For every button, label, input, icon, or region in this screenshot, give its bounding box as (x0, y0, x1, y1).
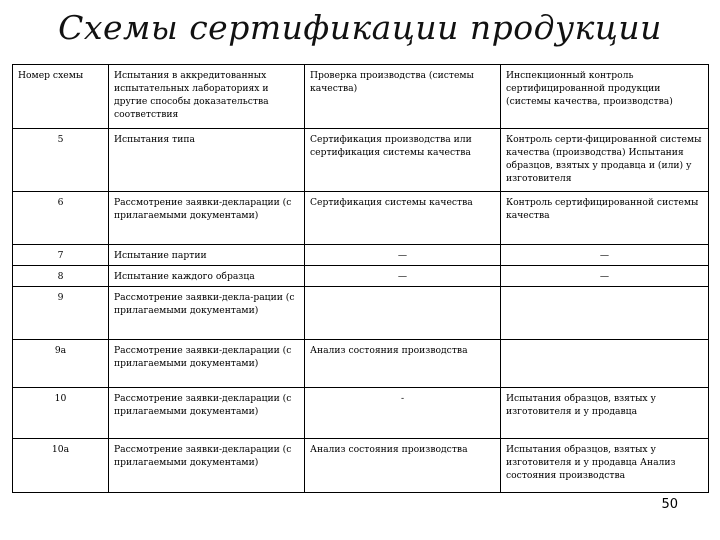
inspection-control-cell: — (501, 266, 709, 287)
testing-cell: Испытания типа (109, 129, 305, 192)
inspection-control-cell: Контроль серти-фицированной системы качества (производства) Испытания образцов, взятых у продавца и (или) у изготовителя (501, 129, 709, 192)
production-check-cell: — (305, 245, 501, 266)
scheme-number-cell: 8 (13, 266, 109, 287)
testing-cell: Испытание каждого образца (109, 266, 305, 287)
header-testing: Испытания в аккредитованных испытательных лабораториях и другие способы доказательства соответствия (109, 65, 305, 129)
header-scheme-number: Номер схемы (13, 65, 109, 129)
table-row (13, 129, 709, 192)
inspection-control-cell (501, 340, 709, 388)
testing-cell: Испытание партии (109, 245, 305, 266)
table-row (13, 340, 709, 388)
scheme-number-cell: 10а (13, 439, 109, 493)
production-check-cell (305, 287, 501, 340)
testing-cell: Рассмотрение заявки-декларации (с прилагаемыми документами) (109, 388, 305, 439)
inspection-control-cell: Испытания образцов, взятых у изготовителя и у продавца (501, 388, 709, 439)
scheme-number-cell: 6 (13, 192, 109, 245)
certification-schemes-table (12, 64, 709, 493)
header-inspection-control: Инспекционный контроль сертифицированной продукции (системы качества, производства) (501, 65, 709, 129)
inspection-control-cell: Испытания образцов, взятых у изготовителя и у продавца Анализ состояния производства (501, 439, 709, 493)
testing-cell: Рассмотрение заявки-декла-рации (с прилагаемыми документами) (109, 287, 305, 340)
testing-cell: Рассмотрение заявки-декларации (с прилагаемыми документами) (109, 192, 305, 245)
table-row (13, 245, 709, 266)
table-row (13, 388, 709, 439)
page-number: 50 (661, 497, 678, 512)
scheme-number-cell: 7 (13, 245, 109, 266)
production-check-cell: Анализ состояния производства (305, 340, 501, 388)
production-check-cell: — (305, 266, 501, 287)
table-row (13, 192, 709, 245)
table-row (13, 266, 709, 287)
inspection-control-cell (501, 287, 709, 340)
scheme-number-cell: 5 (13, 129, 109, 192)
testing-cell: Рассмотрение заявки-декларации (с прилагаемыми документами) (109, 340, 305, 388)
table-row (13, 287, 709, 340)
scheme-number-cell: 10 (13, 388, 109, 439)
testing-cell: Рассмотрение заявки-декларации (с прилагаемыми документами) (109, 439, 305, 493)
table-header-row (13, 65, 709, 129)
production-check-cell: Сертификация системы качества (305, 192, 501, 245)
header-production-check: Проверка производства (системы качества) (305, 65, 501, 129)
scheme-number-cell: 9 (13, 287, 109, 340)
table-row (13, 439, 709, 493)
inspection-control-cell: — (501, 245, 709, 266)
production-check-cell: Анализ состояния производства (305, 439, 501, 493)
production-check-cell: Сертификация производства или сертификация системы качества (305, 129, 501, 192)
inspection-control-cell: Контроль сертифицированной системы качества (501, 192, 709, 245)
page-title: Схемы сертификации продукции (58, 8, 662, 47)
scheme-number-cell: 9а (13, 340, 109, 388)
production-check-cell: - (305, 388, 501, 439)
